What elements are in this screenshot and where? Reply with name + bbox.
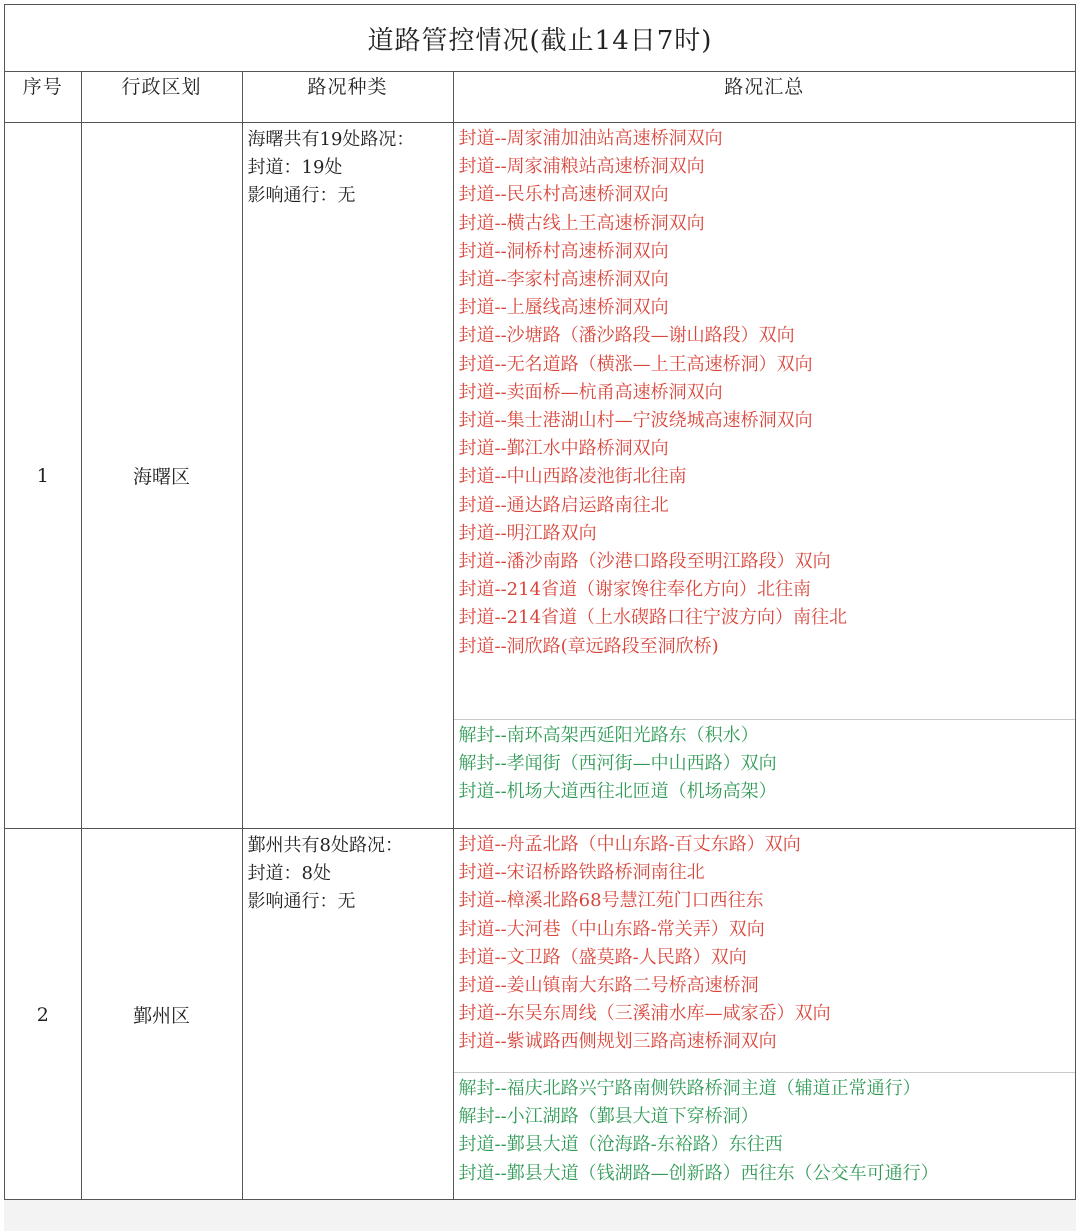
- table-row: [5, 829, 1075, 1201]
- list-item: 解封--孝闻街（西河街—中山西路）双向: [458, 753, 777, 775]
- type-line: 海曙共有19处路况：: [247, 129, 415, 150]
- table-title: 道路管控情况(截止14日7时): [5, 5, 1075, 72]
- traffic-control-table: [4, 4, 1076, 1200]
- list-item: 封道--上蜃线高速桥洞双向: [458, 297, 669, 319]
- list-item: 封道--横古线上王高速桥洞双向: [458, 212, 705, 234]
- row-seq: 1: [5, 123, 81, 829]
- list-item: 封道--文卫路（盛莫路-人民路）双向: [458, 946, 747, 968]
- reopened-list: [454, 719, 1076, 807]
- list-item: 封道--鄞县大道（沧海路-东裕路）东往西: [458, 1134, 783, 1156]
- row-summary: [453, 123, 1075, 829]
- list-item: 封道--214省道（谢家馋往奉化方向）北往南: [458, 579, 812, 601]
- list-item: 封道--通达路启运路南往北: [458, 494, 669, 516]
- header-summary: 路况汇总: [453, 72, 1075, 123]
- header-type: 路况种类: [242, 72, 453, 123]
- list-item: 封道--民乐村高速桥洞双向: [458, 184, 669, 206]
- list-item: 封道--中山西路凌池街北往南: [458, 466, 687, 488]
- list-item: 封道--周家浦粮站高速桥洞双向: [458, 156, 705, 178]
- list-item: 封道--洞欣路(章远路段至洞欣桥): [458, 635, 719, 657]
- type-line: 影响通行：无: [247, 185, 356, 206]
- list-item: 封道--姜山镇南大东路二号桥高速桥洞: [458, 975, 759, 997]
- list-item: 封道--大河巷（中山东路-常关弄）双向: [458, 918, 765, 940]
- list-item: 封道--樟溪北路68号慧江苑门口西往东: [458, 890, 764, 912]
- type-line: 影响通行：无: [247, 891, 356, 912]
- sheet-footer-strip: [4, 1200, 1076, 1231]
- list-item: 封道--卖面桥—杭甬高速桥洞双向: [458, 381, 723, 403]
- list-item: 封道--机场大道西往北匝道（机场高架）: [458, 781, 777, 803]
- header-district: 行政区划: [81, 72, 242, 123]
- list-item: 封道--紫诚路西侧规划三路高速桥洞双向: [458, 1031, 777, 1053]
- list-item: 封道--沙塘路（潘沙路段—谢山路段）双向: [458, 325, 795, 347]
- type-line: 封道：8处: [247, 863, 331, 884]
- table-row: [5, 123, 1075, 829]
- row-seq: 2: [5, 829, 81, 1201]
- list-item: 封道--集士港湖山村—宁波绕城高速桥洞双向: [458, 410, 813, 432]
- list-item: 封道--东吴东周线（三溪浦水库—咸家岙）双向: [458, 1003, 831, 1025]
- row-type: [242, 829, 453, 1201]
- list-item: 封道--鄞县大道（钱湖路—创新路）西往东（公交车可通行）: [458, 1162, 939, 1184]
- list-item: 封道--214省道（上水碶路口往宁波方向）南往北: [458, 607, 848, 629]
- type-line: 封道：19处: [247, 157, 343, 178]
- table-grid: [5, 72, 1075, 1201]
- list-item: 封道--潘沙南路（沙港口路段至明江路段）双向: [458, 551, 831, 573]
- list-item: 封道--鄞江水中路桥洞双向: [458, 438, 669, 460]
- list-item: 封道--周家浦加油站高速桥洞双向: [458, 128, 723, 149]
- list-item: 解封--小江湖路（鄞县大道下穿桥洞）: [458, 1106, 759, 1128]
- row-summary: [453, 829, 1075, 1201]
- closed-list: [454, 829, 1076, 1072]
- list-item: 封道--洞桥村高速桥洞双向: [458, 240, 669, 262]
- row-type: [242, 123, 453, 829]
- type-line: 鄞州共有8处路况：: [247, 835, 403, 856]
- list-item: 封道--李家村高速桥洞双向: [458, 269, 669, 291]
- list-item: 封道--明江路双向: [458, 522, 597, 544]
- reopened-list: [454, 1072, 1076, 1188]
- list-item: 解封--南环高架西延阳光路东（积水）: [458, 725, 759, 746]
- header-seq: 序号: [5, 72, 81, 123]
- list-item: 封道--舟孟北路（中山东路-百丈东路）双向: [458, 834, 801, 855]
- list-item: 封道--宋诏桥路铁路桥洞南往北: [458, 862, 705, 884]
- list-item: 封道--无名道路（横涨—上王高速桥洞）双向: [458, 353, 813, 375]
- header-row: [5, 72, 1075, 123]
- list-item: 解封--福庆北路兴宁路南侧铁路桥洞主道（辅道正常通行）: [458, 1078, 921, 1099]
- row-district: 鄞州区: [81, 829, 242, 1201]
- row-district: 海曙区: [81, 123, 242, 829]
- closed-list: [454, 123, 1076, 719]
